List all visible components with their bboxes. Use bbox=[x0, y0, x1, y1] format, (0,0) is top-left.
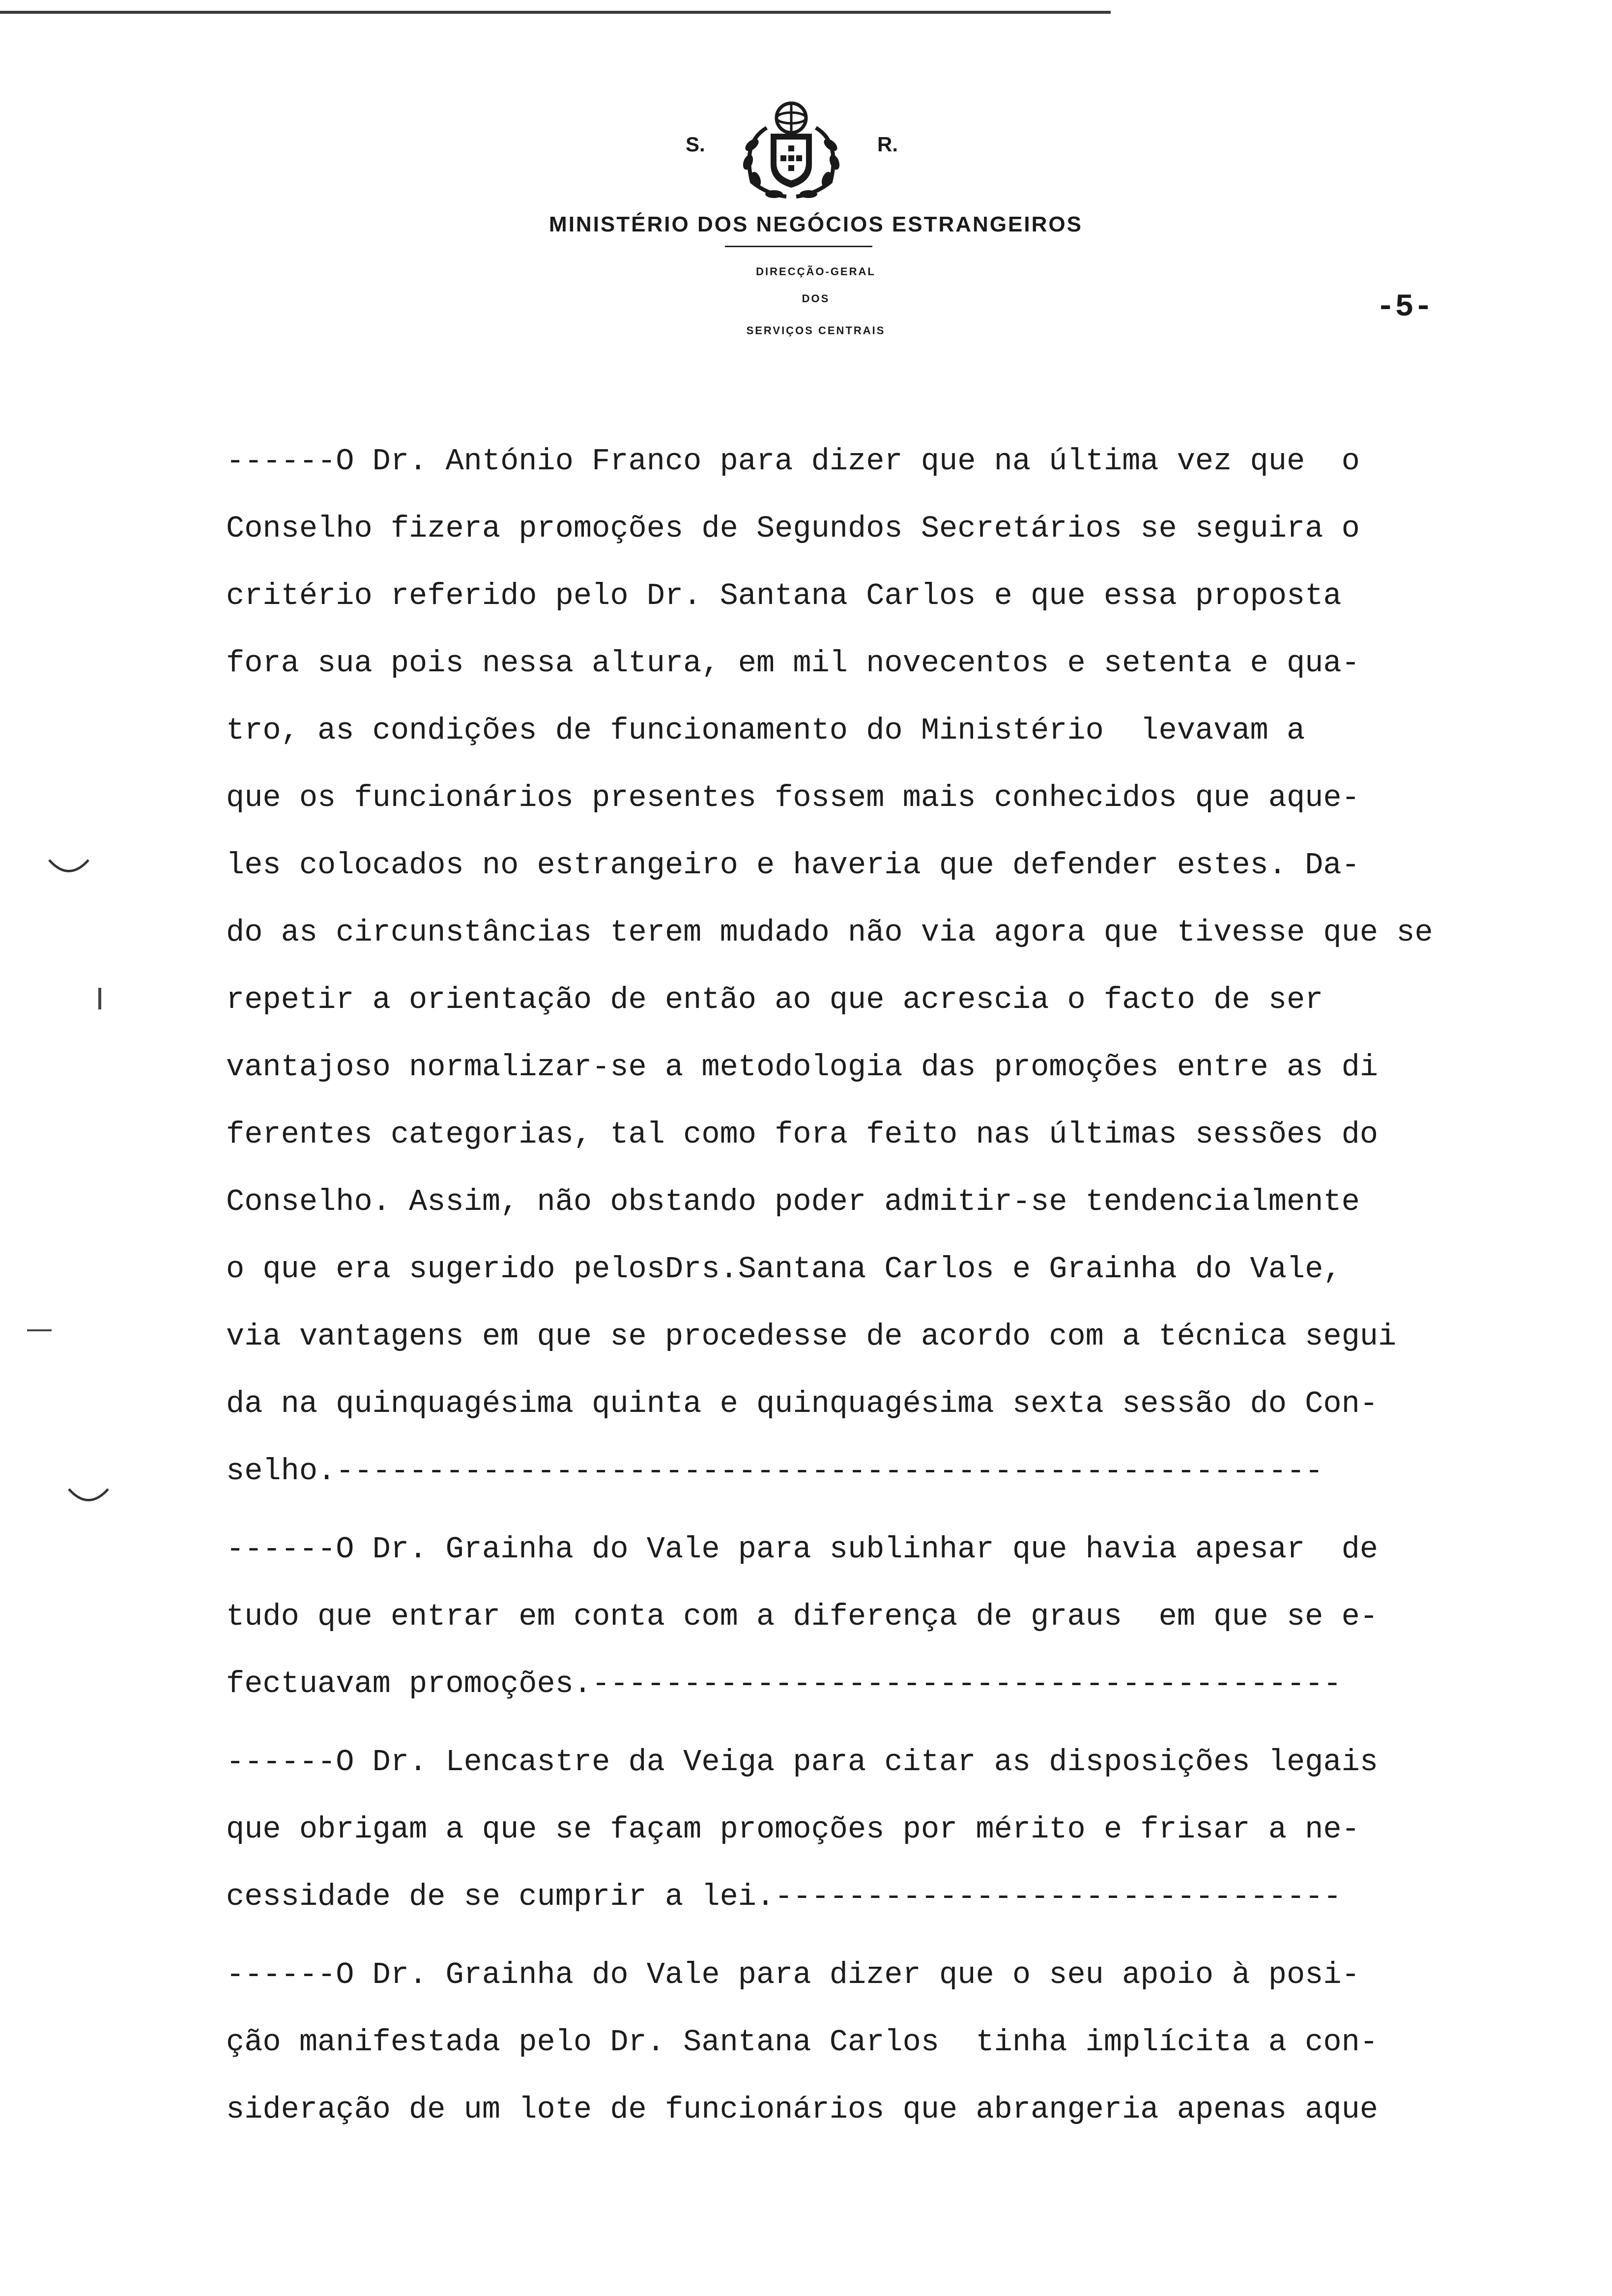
paragraph-gap bbox=[226, 1930, 1573, 1941]
text-line: do as circunstâncias terem mudado não via agora que tivesse que se bbox=[226, 915, 1433, 950]
text-line: da na quinquagésima quinta e quinquagésima sexta sessão do Con- bbox=[226, 1386, 1378, 1421]
text-line: ferentes categorias, tal como fora feito nas últimas sessões do bbox=[226, 1117, 1378, 1152]
text-line: ------O Dr. Grainha do Vale para sublinhar que havia apesar de bbox=[226, 1532, 1378, 1567]
paragraph bbox=[226, 1728, 1573, 1930]
ministry-rule bbox=[725, 246, 872, 247]
margin-dash-mark bbox=[27, 1329, 52, 1331]
department-line: SERVIÇOS CENTRAIS bbox=[746, 324, 886, 337]
department-line: DOS bbox=[802, 292, 830, 305]
portuguese-coat-of-arms-icon bbox=[727, 98, 855, 201]
document-body bbox=[226, 428, 1573, 2143]
text-line: Conselho fizera promoções de Segundos Secretários se seguira o bbox=[226, 511, 1360, 546]
text-line: fora sua pois nessa altura, em mil novecentos e setenta e qua- bbox=[226, 646, 1360, 681]
margin-fold-mark bbox=[66, 1484, 111, 1509]
text-line: ------O Dr. Grainha do Vale para dizer que o seu apoio à posi- bbox=[226, 1957, 1360, 1992]
paragraph bbox=[226, 428, 1573, 1505]
text-line: ção manifestada pelo Dr. Santana Carlos tinha implícita a con- bbox=[226, 2025, 1378, 2060]
margin-dash-mark bbox=[98, 988, 101, 1009]
text-line: cessidade de se cumprir a lei.------------------------------- bbox=[226, 1879, 1342, 1914]
paragraph bbox=[226, 1516, 1573, 1718]
paragraph bbox=[226, 1941, 1573, 2143]
ministry-name: MINISTÉRIO DOS NEGÓCIOS ESTRANGEIROS bbox=[549, 212, 1083, 236]
margin-fold-mark bbox=[47, 855, 91, 880]
text-line: fectuavam promoções.----------------------------------------- bbox=[226, 1666, 1342, 1701]
paragraph-gap bbox=[226, 1505, 1573, 1516]
text-line: via vantagens em que se procedesse de acordo com a técnica segui bbox=[226, 1319, 1397, 1354]
text-line: les colocados no estrangeiro e haveria que defender estes. Da- bbox=[226, 848, 1360, 883]
text-line: Conselho. Assim, não obstando poder admitir-se tendencialmente bbox=[226, 1184, 1360, 1219]
paragraph-gap bbox=[226, 1718, 1573, 1728]
text-line: ------O Dr. Lencastre da Veiga para citar as disposições legais bbox=[226, 1745, 1378, 1779]
text-line: que obrigam a que se façam promoções por mérito e frisar a ne- bbox=[226, 1812, 1360, 1847]
letterhead bbox=[0, 98, 1612, 354]
text-line: tudo que entrar em conta com a diferença de graus em que se e- bbox=[226, 1599, 1378, 1634]
text-line: vantajoso normalizar-se a metodologia das promoções entre as di bbox=[226, 1050, 1378, 1085]
text-line: critério referido pelo Dr. Santana Carlos e que essa proposta bbox=[226, 578, 1342, 613]
text-line: sideração de um lote de funcionários que abrangeria apenas aque bbox=[226, 2092, 1378, 2127]
text-line: ------O Dr. António Franco para dizer que na última vez que o bbox=[226, 444, 1360, 479]
text-line: o que era sugerido pelosDrs.Santana Carlos e Grainha do Vale, bbox=[226, 1252, 1342, 1287]
text-line: que os funcionários presentes fossem mais conhecidos que aque- bbox=[226, 780, 1360, 815]
text-line: repetir a orientação de então ao que acrescia o facto de ser bbox=[226, 982, 1324, 1017]
letterhead-left-initial: S. bbox=[686, 133, 705, 156]
text-line: selho.------------------------------------------------------ bbox=[226, 1454, 1324, 1489]
text-line: tro, as condições de funcionamento do Ministério levavam a bbox=[226, 713, 1305, 748]
department-line: DIRECÇÃO-GERAL bbox=[756, 265, 876, 278]
page-number: -5- bbox=[1376, 290, 1433, 325]
letterhead-right-initial: R. bbox=[877, 133, 898, 156]
top-rule bbox=[0, 11, 1111, 14]
